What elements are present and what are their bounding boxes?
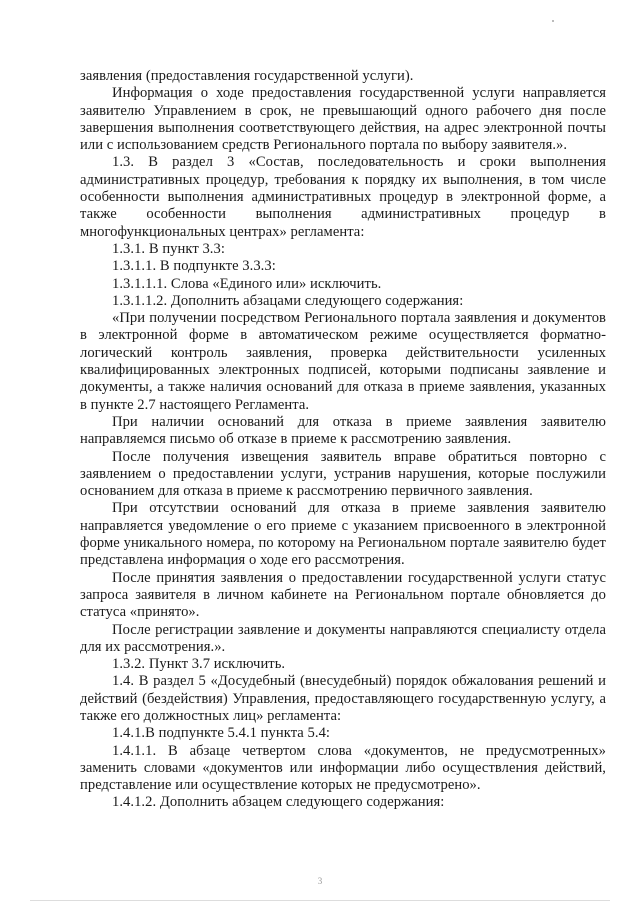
- paragraph: 1.3.1.1. В подпункте 3.3.3:: [112, 258, 276, 275]
- paragraph: 1.4.1.2. Дополнить абзацем следующего содержания:: [112, 794, 445, 811]
- paragraph: 1.3.1. В пункт 3.3:: [112, 240, 225, 257]
- paragraph: 1.3.2. Пункт 3.7 исключить.: [112, 656, 286, 673]
- paragraph: 1.4.1.В подпункте 5.4.1 пункта 5.4:: [112, 725, 331, 742]
- paragraph: заявления (предоставления государственной услуги).: [80, 68, 414, 84]
- paragraph: 1.3.1.1.1. Слова «Единого или» исключить.: [112, 275, 382, 292]
- paragraph: После регистрации заявление и документы направляются специалисту отдела для их рассмотрения.».: [80, 621, 606, 655]
- paragraph: Информация о ходе предоставления государственной услуги направляется заявителю Управлением в срок, не превышающий одного рабочего дня после завершения выполнения соответствующего действия, на адрес электронной почты или с использованием средств Регионального портала по выбору заявителя.».: [80, 85, 606, 154]
- paragraph: 1.4.1.1. В абзаце четвертом слова «документов, не предусмотренных» заменить словами «документов или информации либо осуществления действий, представление или осуществление которых не предусмотрено».: [80, 742, 606, 794]
- scan-speck: [552, 20, 554, 22]
- paragraph: 1.4. В раздел 5 «Досудебный (внесудебный) порядок обжалования решений и действий (бездействия) Управления, предоставляющего государственную услугу, а также его должностных лиц» регламента:: [80, 673, 606, 724]
- paragraph: После получения извещения заявитель вправе обратиться повторно с заявлением о предоставлении услуги, устранив нарушения, которые послужили основанием для отказа в приеме к рассмотрению первичного заявления.: [80, 448, 606, 500]
- document-body: [80, 68, 606, 812]
- paragraph: После принятия заявления о предоставлении государственной услуги статус запроса заявителя в личном кабинете на Региональном портале обновляется до статуса «принято».: [80, 569, 606, 621]
- paragraph: 1.3. В раздел 3 «Состав, последовательность и сроки выполнения административных процедур, требования к порядку их выполнения, в том числе особенности выполнения административных процедур в электронной форме, а также особенности выполнения административных процедур в многофункциональных центрах» регламента:: [80, 154, 606, 240]
- paragraph: 1.3.1.1.2. Дополнить абзацами следующего содержания:: [112, 292, 464, 309]
- paragraph: При наличии оснований для отказа в приеме заявления заявителю направляемся письмо об отказе в приеме к рассмотрению заявления.: [80, 413, 606, 448]
- page-number: 3: [317, 876, 323, 886]
- paragraph: При отсутствии оснований для отказа в приеме заявления заявителю направляется уведомление о его приеме с указанием присвоенного в электронной форме уникального номера, по которому на Региональном портале заявителю будет представлена информация о ходе его рассмотрения.: [80, 500, 606, 569]
- scan-edge-line: [30, 900, 610, 901]
- paragraph: «При получении посредством Регионального портала заявления и документов в электронной форме в автоматическом режиме осуществляется форматно-логический контроль заявления, проверка действительности усиленных квалифицированных электронных подписей, которыми подписаны заявление и документы, а также наличия оснований для отказа в приеме заявления, указанных в пункте 2.7 настоящего Регламента.: [80, 310, 606, 413]
